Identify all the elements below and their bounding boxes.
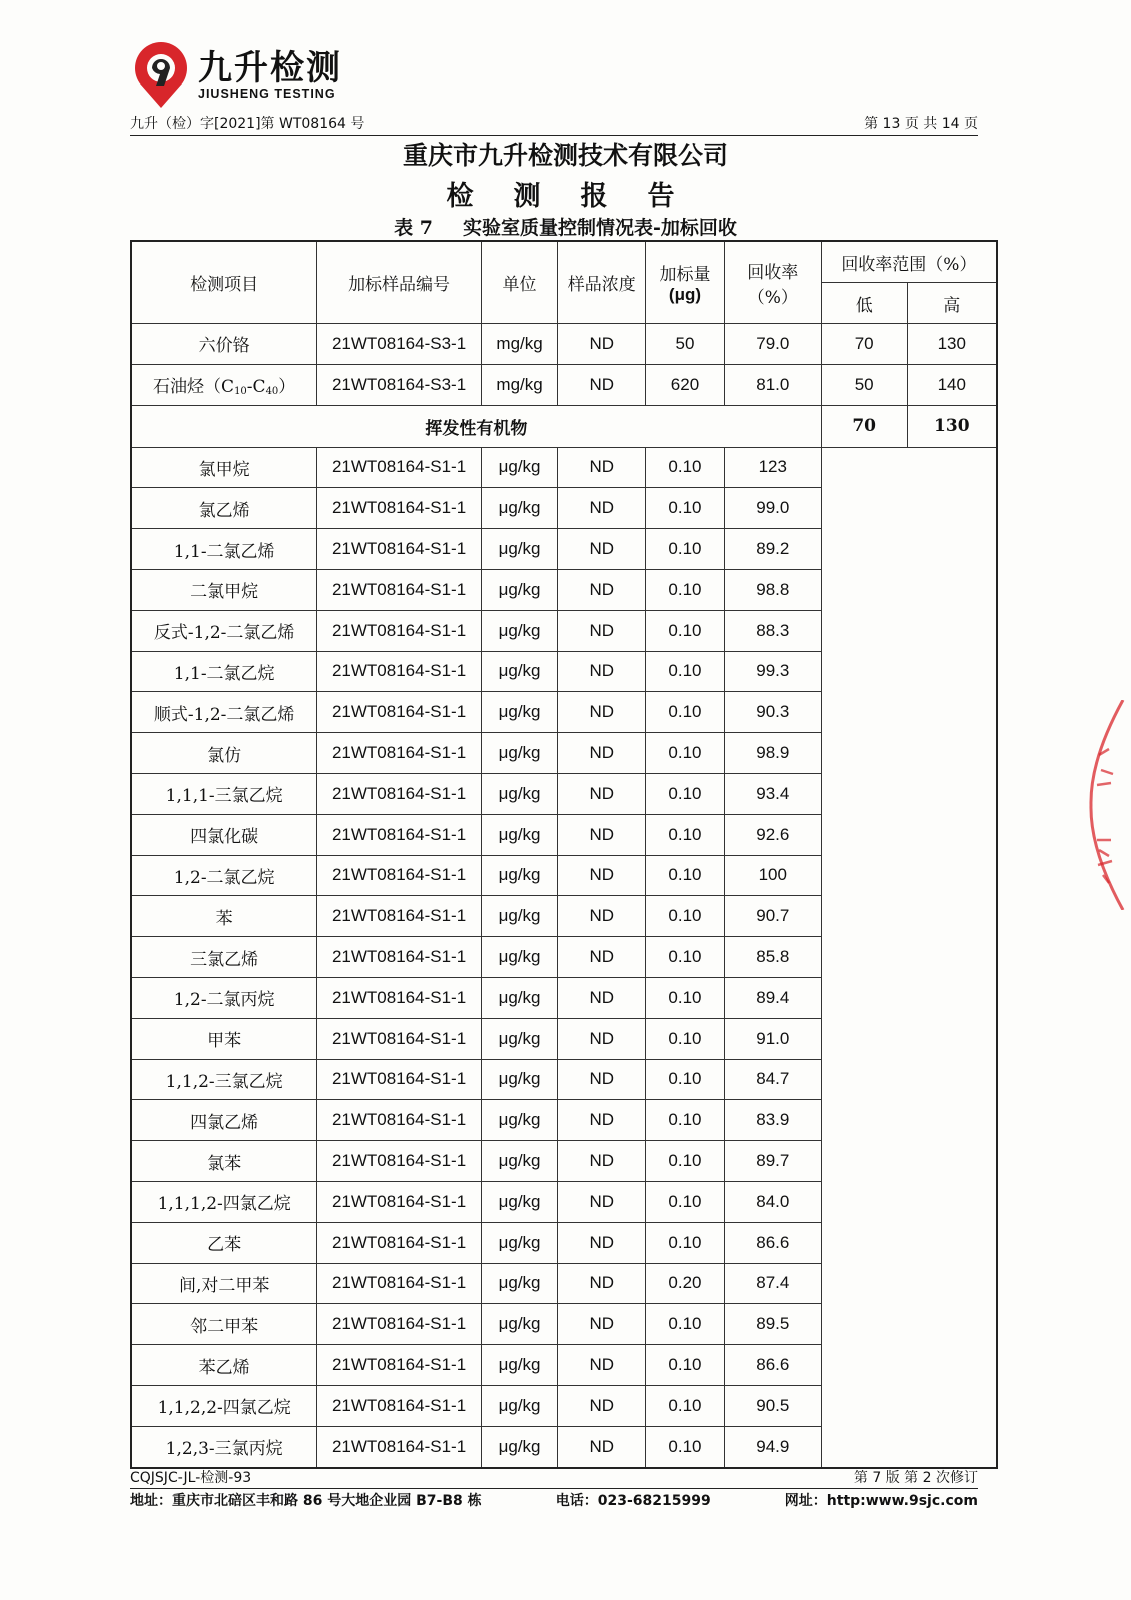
- recovery-label: 回收率: [747, 262, 799, 283]
- cell-spike: 0.10: [646, 773, 725, 814]
- cell-item: 1,1,2,2-四氯乙烷: [131, 1385, 317, 1426]
- cell-sample-no: 21WT08164-S1-1: [317, 896, 481, 937]
- table-row: [131, 1304, 997, 1345]
- cell-recovery: 90.5: [724, 1385, 821, 1426]
- cell-spike: 0.10: [646, 692, 725, 733]
- logo-english-name: JIUSHENG TESTING: [198, 87, 336, 101]
- report-number: 九升（检）字[2021]第 WT08164 号: [130, 116, 365, 132]
- report-header-line: [130, 113, 978, 136]
- cell-recovery: 93.4: [724, 773, 821, 814]
- cell-unit: μg/kg: [481, 569, 558, 610]
- cell-item: 四氯化碳: [131, 814, 317, 855]
- table-row: [131, 1059, 997, 1100]
- cell-recovery: 94.9: [724, 1426, 821, 1467]
- cell-recovery: 92.6: [724, 814, 821, 855]
- cell-item: 1,1,1-三氯乙烷: [131, 773, 317, 814]
- cell-item: 氯仿: [131, 733, 317, 774]
- cell-sample-no: 21WT08164-S1-1: [317, 1263, 481, 1304]
- cell-conc: ND: [558, 488, 646, 529]
- logo-pin-icon: [128, 40, 194, 110]
- cell-item: 顺式-1,2-二氯乙烯: [131, 692, 317, 733]
- cell-conc: ND: [558, 733, 646, 774]
- cell-conc: ND: [558, 651, 646, 692]
- cell-item: 三氯乙烯: [131, 937, 317, 978]
- cell-spike: 0.10: [646, 1222, 725, 1263]
- cell-sample-no: 21WT08164-S1-1: [317, 937, 481, 978]
- col-header-recovery: [724, 241, 821, 324]
- table-row: [131, 1018, 997, 1059]
- cell-sample-no: 21WT08164-S1-1: [317, 1100, 481, 1141]
- phone: 电话：023-68215999: [555, 1493, 711, 1509]
- cell-low: 70: [821, 324, 907, 365]
- section-row: [131, 405, 997, 447]
- page-info: 第 13 页 共 14 页: [864, 116, 978, 132]
- table-row: [131, 651, 997, 692]
- col-header-item: 检测项目: [131, 241, 317, 324]
- table-row: [131, 1141, 997, 1182]
- spike-unit: (μg): [668, 285, 702, 304]
- cell-item: 四氯乙烯: [131, 1100, 317, 1141]
- voc-range-low: 70: [821, 405, 907, 447]
- cell-item: 乙苯: [131, 1222, 317, 1263]
- table-row: [131, 1426, 997, 1467]
- company-name: 重庆市九升检测技术有限公司: [402, 141, 728, 170]
- cell-sample-no: 21WT08164-S1-1: [317, 1141, 481, 1182]
- section-title: 挥发性有机物: [131, 405, 821, 447]
- cell-item: 石油烃$(C_{10}-C_{40})$: [131, 364, 317, 405]
- voc-rows: [131, 447, 997, 1467]
- table-row: [131, 447, 997, 488]
- cell-unit: μg/kg: [481, 1181, 558, 1222]
- cell-recovery: 79.0: [724, 324, 821, 365]
- cell-spike: 0.10: [646, 814, 725, 855]
- seal-stamp-icon: [1085, 700, 1125, 910]
- col-header-sample-no: 加标样品编号: [317, 241, 481, 324]
- cell-unit: μg/kg: [481, 814, 558, 855]
- col-header-high: 高: [907, 283, 997, 324]
- table-row: [131, 529, 997, 570]
- table-row: [131, 1100, 997, 1141]
- cell-spike: 0.20: [646, 1263, 725, 1304]
- report-title: 检测报告: [446, 181, 715, 212]
- cell-conc: ND: [558, 324, 646, 365]
- cell-conc: ND: [558, 610, 646, 651]
- cell-spike: 0.10: [646, 529, 725, 570]
- cell-recovery: 84.7: [724, 1059, 821, 1100]
- cell-unit: μg/kg: [481, 1222, 558, 1263]
- cell-recovery: 123: [724, 447, 821, 488]
- cell-spike: 0.10: [646, 855, 725, 896]
- cell-recovery: 98.8: [724, 569, 821, 610]
- table-row: [131, 569, 997, 610]
- cell-recovery: 88.3: [724, 610, 821, 651]
- cell-unit: mg/kg: [481, 324, 558, 365]
- cell-spike: 0.10: [646, 1141, 725, 1182]
- cell-recovery: 86.6: [724, 1222, 821, 1263]
- cell-spike: 0.10: [646, 977, 725, 1018]
- table-row: [131, 610, 997, 651]
- cell-sample-no: 21WT08164-S1-1: [317, 447, 481, 488]
- cell-conc: ND: [558, 1304, 646, 1345]
- cell-sample-no: 21WT08164-S1-1: [317, 855, 481, 896]
- table-row: [131, 733, 997, 774]
- table-row: [131, 814, 997, 855]
- cell-conc: ND: [558, 1100, 646, 1141]
- cell-conc: ND: [558, 855, 646, 896]
- cell-unit: μg/kg: [481, 1263, 558, 1304]
- table-row: [131, 1263, 997, 1304]
- cell-sample-no: 21WT08164-S1-1: [317, 1385, 481, 1426]
- cell-recovery: 85.8: [724, 937, 821, 978]
- cell-sample-no: 21WT08164-S1-1: [317, 977, 481, 1018]
- table-row: [131, 324, 997, 365]
- cell-recovery: 84.0: [724, 1181, 821, 1222]
- cell-spike: 620: [646, 364, 725, 405]
- cell-unit: μg/kg: [481, 733, 558, 774]
- cell-unit: μg/kg: [481, 651, 558, 692]
- cell-conc: ND: [558, 364, 646, 405]
- cell-unit: mg/kg: [481, 364, 558, 405]
- company-logo: [128, 40, 342, 110]
- voc-range-high: 130: [907, 405, 997, 447]
- cell-sample-no: 21WT08164-S1-1: [317, 1059, 481, 1100]
- cell-unit: μg/kg: [481, 1426, 558, 1467]
- cell-spike: 50: [646, 324, 725, 365]
- cell-unit: μg/kg: [481, 896, 558, 937]
- address: 地址：重庆市北碚区丰和路 86 号大地企业园 B7-B8 栋: [130, 1493, 482, 1509]
- table-row: [131, 855, 997, 896]
- cell-unit: μg/kg: [481, 1345, 558, 1386]
- cell-item: 1,1,2-三氯乙烷: [131, 1059, 317, 1100]
- cell-conc: ND: [558, 896, 646, 937]
- table-row: [131, 1385, 997, 1426]
- cell-conc: ND: [558, 1263, 646, 1304]
- cell-high: 130: [907, 324, 997, 365]
- form-code: CQJSJC-JL-检测-93: [130, 1470, 252, 1486]
- cell-sample-no: 21WT08164-S1-1: [317, 814, 481, 855]
- cell-unit: μg/kg: [481, 692, 558, 733]
- cell-sample-no: 21WT08164-S1-1: [317, 1222, 481, 1263]
- cell-item: 1,1-二氯乙烯: [131, 529, 317, 570]
- table-row: [131, 488, 997, 529]
- cell-item: 苯: [131, 896, 317, 937]
- cell-item: 1,1-二氯乙烷: [131, 651, 317, 692]
- spike-recovery-table: [130, 240, 998, 1469]
- col-header-range: 回收率范围（%）: [821, 241, 997, 283]
- cell-unit: μg/kg: [481, 529, 558, 570]
- col-header-low: 低: [821, 283, 907, 324]
- cell-spike: 0.10: [646, 1385, 725, 1426]
- cell-item: 反式-1,2-二氯乙烯: [131, 610, 317, 651]
- cell-item: 邻二甲苯: [131, 1304, 317, 1345]
- cell-item: 1,1,1,2-四氯乙烷: [131, 1181, 317, 1222]
- table-row: [131, 692, 997, 733]
- cell-recovery: 100: [724, 855, 821, 896]
- cell-unit: μg/kg: [481, 937, 558, 978]
- cell-unit: μg/kg: [481, 1059, 558, 1100]
- cell-unit: μg/kg: [481, 977, 558, 1018]
- table-row: [131, 773, 997, 814]
- cell-sample-no: 21WT08164-S1-1: [317, 1304, 481, 1345]
- cell-sample-no: 21WT08164-S1-1: [317, 773, 481, 814]
- cell-unit: μg/kg: [481, 1304, 558, 1345]
- cell-recovery: 89.2: [724, 529, 821, 570]
- cell-sample-no: 21WT08164-S1-1: [317, 529, 481, 570]
- cell-item: 二氯甲烷: [131, 569, 317, 610]
- table-caption: [0, 213, 1131, 240]
- cell-item: 甲苯: [131, 1018, 317, 1059]
- cell-low: 50: [821, 364, 907, 405]
- cell-unit: μg/kg: [481, 855, 558, 896]
- cell-unit: μg/kg: [481, 1141, 558, 1182]
- recovery-unit: （%）: [747, 287, 798, 308]
- header-row: [131, 241, 997, 283]
- cell-sample-no: 21WT08164-S1-1: [317, 733, 481, 774]
- cell-spike: 0.10: [646, 1181, 725, 1222]
- cell-unit: μg/kg: [481, 447, 558, 488]
- cell-sample-no: 21WT08164-S1-1: [317, 1018, 481, 1059]
- cell-spike: 0.10: [646, 488, 725, 529]
- cell-sample-no: 21WT08164-S3-1: [317, 364, 481, 405]
- cell-recovery: 89.5: [724, 1304, 821, 1345]
- cell-item: 间,对二甲苯: [131, 1263, 317, 1304]
- cell-spike: 0.10: [646, 1100, 725, 1141]
- cell-recovery: 86.6: [724, 1345, 821, 1386]
- cell-item: 氯甲烷: [131, 447, 317, 488]
- cell-unit: μg/kg: [481, 1385, 558, 1426]
- table-row: [131, 937, 997, 978]
- cell-recovery: 90.3: [724, 692, 821, 733]
- cell-recovery: 89.7: [724, 1141, 821, 1182]
- cell-conc: ND: [558, 692, 646, 733]
- cell-conc: ND: [558, 569, 646, 610]
- cell-item: 1,2-二氯乙烷: [131, 855, 317, 896]
- cell-item: 1,2,3-三氯丙烷: [131, 1426, 317, 1467]
- cell-item: 六价铬: [131, 324, 317, 365]
- cell-recovery: 99.3: [724, 651, 821, 692]
- cell-unit: μg/kg: [481, 1018, 558, 1059]
- table-row: [131, 1181, 997, 1222]
- cell-item: 氯苯: [131, 1141, 317, 1182]
- website: 网址：http:www.9sjc.com: [784, 1493, 978, 1509]
- cell-conc: ND: [558, 937, 646, 978]
- cell-unit: μg/kg: [481, 773, 558, 814]
- cell-item: 1,2-二氯丙烷: [131, 977, 317, 1018]
- table-number: 表 7: [394, 217, 433, 239]
- cell-spike: 0.10: [646, 733, 725, 774]
- cell-conc: ND: [558, 977, 646, 1018]
- cell-item: 氯乙烯: [131, 488, 317, 529]
- table-row: [131, 896, 997, 937]
- cell-conc: ND: [558, 1222, 646, 1263]
- cell-recovery: 87.4: [724, 1263, 821, 1304]
- footer-form-line: [130, 1467, 978, 1489]
- cell-sample-no: 21WT08164-S1-1: [317, 488, 481, 529]
- cell-sample-no: 21WT08164-S1-1: [317, 569, 481, 610]
- cell-conc: ND: [558, 1345, 646, 1386]
- cell-sample-no: 21WT08164-S1-1: [317, 651, 481, 692]
- cell-conc: ND: [558, 1426, 646, 1467]
- cell-recovery: 89.4: [724, 977, 821, 1018]
- cell-high: 140: [907, 364, 997, 405]
- spike-label: 加标量: [659, 265, 711, 285]
- cell-spike: 0.10: [646, 569, 725, 610]
- table-row: [131, 1345, 997, 1386]
- cell-conc: ND: [558, 1181, 646, 1222]
- cell-conc: ND: [558, 1385, 646, 1426]
- cell-spike: 0.10: [646, 1345, 725, 1386]
- cell-sample-no: 21WT08164-S1-1: [317, 610, 481, 651]
- cell-recovery: 90.7: [724, 896, 821, 937]
- cell-sample-no: 21WT08164-S1-1: [317, 1181, 481, 1222]
- table-title: 实验室质量控制情况表-加标回收: [462, 217, 737, 239]
- cell-spike: 0.10: [646, 447, 725, 488]
- col-header-spike: [646, 241, 725, 324]
- logo-chinese-name: 九升检测: [198, 48, 342, 88]
- cell-spike: 0.10: [646, 937, 725, 978]
- cell-sample-no: 21WT08164-S1-1: [317, 1426, 481, 1467]
- cell-unit: μg/kg: [481, 488, 558, 529]
- cell-spike: 0.10: [646, 1426, 725, 1467]
- cell-recovery: 91.0: [724, 1018, 821, 1059]
- table-row: [131, 364, 997, 405]
- cell-sample-no: 21WT08164-S1-1: [317, 1345, 481, 1386]
- cell-item: 苯乙烯: [131, 1345, 317, 1386]
- cell-conc: ND: [558, 1018, 646, 1059]
- cell-sample-no: 21WT08164-S3-1: [317, 324, 481, 365]
- cell-conc: ND: [558, 1141, 646, 1182]
- cell-recovery: 98.9: [724, 733, 821, 774]
- cell-recovery: 81.0: [724, 364, 821, 405]
- cell-conc: ND: [558, 773, 646, 814]
- col-header-conc: 样品浓度: [558, 241, 646, 324]
- cell-spike: 0.10: [646, 610, 725, 651]
- table-row: [131, 1222, 997, 1263]
- cell-conc: ND: [558, 1059, 646, 1100]
- version-info: 第 7 版 第 2 次修订: [853, 1470, 978, 1486]
- cell-conc: ND: [558, 814, 646, 855]
- cell-recovery: 99.0: [724, 488, 821, 529]
- cell-conc: ND: [558, 529, 646, 570]
- cell-recovery: 83.9: [724, 1100, 821, 1141]
- cell-spike: 0.10: [646, 896, 725, 937]
- table-row: [131, 977, 997, 1018]
- cell-sample-no: 21WT08164-S1-1: [317, 692, 481, 733]
- cell-spike: 0.10: [646, 1018, 725, 1059]
- cell-spike: 0.10: [646, 651, 725, 692]
- cell-spike: 0.10: [646, 1059, 725, 1100]
- cell-spike: 0.10: [646, 1304, 725, 1345]
- cell-unit: μg/kg: [481, 1100, 558, 1141]
- cell-unit: μg/kg: [481, 610, 558, 651]
- col-header-unit: 单位: [481, 241, 558, 324]
- footer-contact-line: [130, 1490, 978, 1510]
- cell-conc: ND: [558, 447, 646, 488]
